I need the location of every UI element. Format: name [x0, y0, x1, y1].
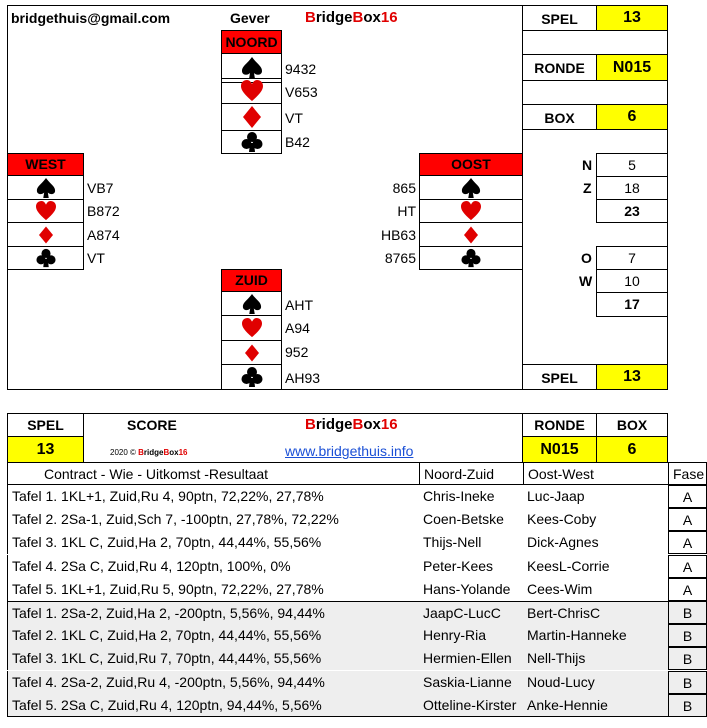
noord-diamonds: VT	[285, 110, 303, 126]
col-nz-header: Noord-Zuid	[419, 462, 524, 485]
oost-clubs: 8765	[384, 250, 416, 266]
col-ow-header: Oost-West	[523, 462, 669, 485]
club-icon	[221, 364, 282, 390]
table-row	[7, 531, 707, 554]
score-spel-label: SPEL	[7, 413, 84, 437]
brand-logo: BridgeBox16	[305, 9, 398, 26]
table-row	[7, 508, 707, 531]
result-contract: Tafel 2. 1KL C, Zuid,Ha 2, 70ptn, 44,44%, 55,56%	[7, 624, 420, 647]
result-fase: B	[668, 647, 707, 670]
score-box-value: 6	[596, 436, 668, 463]
result-ow: Martin-Hanneke	[527, 627, 627, 644]
w-label: W	[579, 273, 593, 289]
table-row	[7, 647, 707, 670]
result-ow: Bert-ChrisC	[523, 601, 669, 624]
col-contract-header: Contract - Wie - Uitkomst -Resultaat	[7, 462, 420, 485]
box-label: BOX	[522, 104, 597, 130]
oost-diamonds: HB63	[380, 227, 416, 243]
diamond-icon	[221, 340, 282, 365]
score-ronde-label: RONDE	[522, 413, 597, 437]
west-diamonds: A874	[87, 227, 120, 243]
z-value: 18	[596, 176, 668, 200]
website-link[interactable]: www.bridgethuis.info	[285, 443, 414, 459]
table-row	[7, 601, 707, 624]
col-fase-header: Fase	[668, 462, 707, 485]
results-header-row	[7, 462, 707, 485]
box-value: 6	[596, 104, 668, 130]
club-icon	[221, 130, 282, 154]
w-value: 10	[596, 269, 668, 293]
noord-clubs: B42	[285, 134, 310, 150]
table-row	[7, 578, 707, 601]
club-icon	[7, 246, 84, 270]
table-row	[7, 694, 707, 717]
result-fase: A	[668, 578, 707, 601]
result-fase: B	[668, 624, 707, 647]
ronde-value: N015	[596, 54, 668, 81]
noord-spades: 9432	[285, 61, 317, 77]
result-contract: Tafel 1. 1KL+1, Zuid,Ru 4, 90ptn, 72,22%, 27,78%	[7, 485, 420, 508]
result-nz: Hermien-Ellen	[423, 650, 512, 667]
oost-spades: 865	[392, 180, 416, 196]
result-ow: KeesL-Corrie	[527, 557, 610, 574]
result-contract: Tafel 2. 2Sa-1, Zuid,Sch 7, -100ptn, 27,78%, 72,22%	[7, 508, 420, 531]
score-box-label: BOX	[596, 413, 668, 437]
spel-value: 13	[596, 5, 668, 31]
result-nz: Hans-Yolande	[423, 580, 511, 597]
result-ow: Kees-Coby	[527, 511, 597, 528]
result-contract: Tafel 5. 1KL+1, Zuid,Ru 5, 90ptn, 72,22%, 27,78%	[7, 578, 420, 601]
oost-label: OOST	[419, 153, 523, 176]
o-value: 7	[596, 246, 668, 270]
diamond-icon	[221, 103, 282, 131]
spade-icon	[221, 291, 282, 316]
result-nz: Chris-Ineke	[423, 488, 495, 504]
gever-label: Gever	[230, 10, 270, 26]
result-ow: Dick-Agnes	[527, 534, 599, 551]
west-clubs: VT	[87, 250, 105, 266]
result-fase: B	[668, 671, 707, 694]
noord-label: NOORD	[221, 30, 282, 54]
heart-icon	[221, 315, 282, 341]
heart-icon	[419, 199, 523, 223]
result-contract: Tafel 3. 1KL C, Zuid,Ha 2, 70ptn, 44,44%, 55,56%	[7, 531, 420, 554]
result-contract: Tafel 4. 2Sa C, Zuid,Ru 4, 120ptn, 100%, 0%	[7, 555, 420, 578]
ronde-label: RONDE	[522, 54, 597, 81]
table-row	[7, 624, 707, 647]
spel-value-bottom: 13	[596, 364, 668, 390]
result-fase: A	[668, 555, 707, 578]
ow-total: 17	[596, 292, 668, 317]
nz-total: 23	[596, 199, 668, 223]
result-contract: Tafel 1. 2Sa-2, Zuid,Ha 2, -200ptn, 5,56%, 94,44%	[7, 601, 420, 624]
table-row	[7, 485, 707, 508]
result-nz: Coen-Betske	[423, 511, 504, 528]
z-label: Z	[583, 180, 592, 196]
result-ow: Nell-Thijs	[527, 650, 586, 667]
zuid-spades: AHT	[285, 297, 313, 313]
noord-hearts: V653	[285, 84, 318, 100]
zuid-diamonds: 952	[285, 344, 309, 360]
result-fase: B	[668, 694, 707, 717]
brand-logo: BridgeBox16	[305, 416, 398, 433]
heart-icon	[221, 78, 282, 104]
result-nz: Thijs-Nell	[423, 534, 482, 551]
spade-icon	[7, 175, 84, 200]
result-nz: Henry-Ria	[423, 627, 487, 644]
result-fase: B	[668, 601, 707, 624]
diamond-icon	[419, 222, 523, 247]
west-spades: VB7	[87, 180, 114, 196]
result-fase: A	[668, 531, 707, 554]
heart-icon	[7, 199, 84, 223]
n-value: 5	[596, 153, 668, 177]
zuid-label: ZUID	[221, 269, 282, 292]
spel-label-bottom: SPEL	[522, 364, 597, 390]
copyright: 2020 © BridgeBox16	[110, 448, 188, 457]
score-ronde-value: N015	[522, 436, 597, 463]
result-contract: Tafel 5. 2Sa C, Zuid,Ru 4, 120ptn, 94,44%, 5,56%	[7, 694, 420, 717]
spade-icon	[419, 175, 523, 200]
result-fase: A	[668, 508, 707, 531]
result-ow: Noud-Lucy	[527, 673, 595, 690]
result-contract: Tafel 3. 1KL C, Zuid,Ru 7, 70ptn, 44,44%, 55,56%	[7, 647, 420, 670]
table-row	[7, 671, 707, 694]
n-label: N	[582, 157, 593, 173]
spel-label: SPEL	[522, 5, 597, 31]
score-spel-value: 13	[7, 436, 84, 463]
score-label: SCORE	[127, 417, 177, 433]
table-row	[7, 555, 707, 578]
club-icon	[419, 246, 523, 270]
o-label: O	[581, 250, 592, 266]
result-nz: JaapC-LucC	[419, 601, 524, 624]
result-contract: Tafel 4. 2Sa-2, Zuid,Ru 4, -200ptn, 5,56%, 94,44%	[7, 671, 420, 694]
west-hearts: B872	[87, 203, 120, 219]
email: bridgethuis@gmail.com	[11, 10, 171, 26]
result-ow: Cees-Wim	[527, 580, 593, 597]
side-spacer	[522, 30, 668, 55]
zuid-hearts: A94	[285, 320, 310, 336]
oost-hearts: HT	[397, 203, 416, 219]
zuid-clubs: AH93	[285, 370, 321, 386]
side-spacer	[522, 80, 668, 105]
result-ow: Anke-Hennie	[523, 694, 669, 717]
result-nz: Peter-Kees	[423, 557, 494, 574]
result-fase: A	[668, 485, 707, 508]
diamond-icon	[7, 222, 84, 247]
west-label: WEST	[7, 153, 84, 176]
result-nz: Saskia-Lianne	[423, 673, 512, 690]
result-ow: Luc-Jaap	[527, 488, 585, 504]
result-nz: Otteline-Kirster	[419, 694, 524, 717]
